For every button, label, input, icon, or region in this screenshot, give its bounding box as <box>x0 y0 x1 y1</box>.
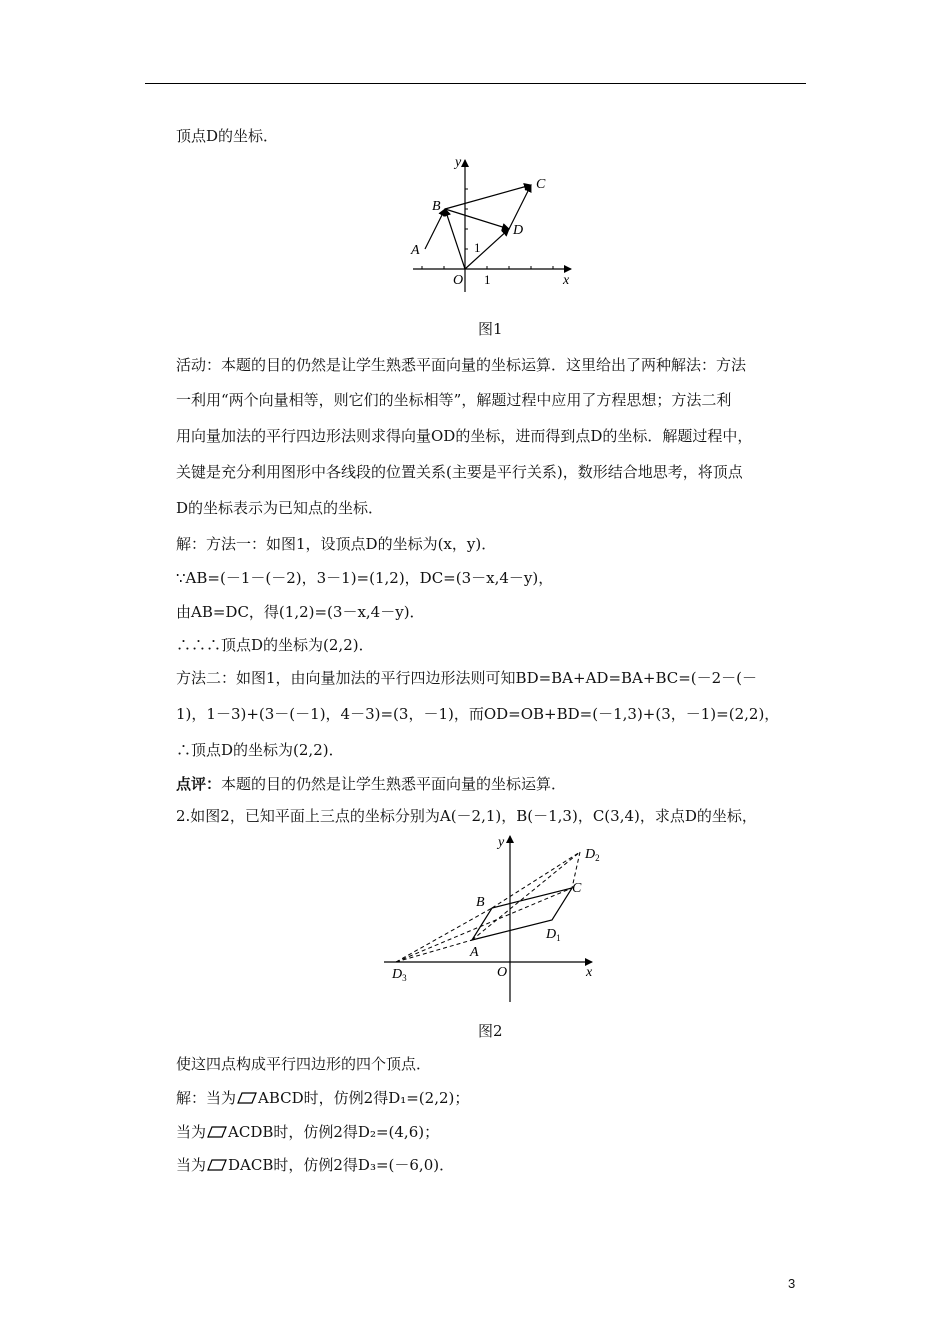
fig1-vec-BC <box>445 185 531 209</box>
fig1-label-x: x <box>563 273 570 288</box>
fig1-vec-OB <box>445 209 465 269</box>
fig2-label-D2: $D_2$ <box>585 847 600 863</box>
answer-line-1 <box>176 1088 469 1108</box>
figure-2 <box>380 832 610 1004</box>
question-2-line-2: 使这四点构成平行四边形的四个顶点． <box>176 1055 432 1073</box>
fig1-label-D: D <box>513 223 524 238</box>
answer-line-3 <box>176 1155 454 1175</box>
parallelogram-symbol-icon <box>237 1092 257 1104</box>
parallelogram-symbol-icon <box>207 1126 227 1138</box>
figure-2-caption: 图2 <box>478 1022 503 1040</box>
activity-line-3: 用向量加法的平行四边形法则求得向量OD的坐标，进而得到点D的坐标．解题过程中， <box>176 427 753 445</box>
answer-2-prefix: 当为 <box>176 1123 207 1141</box>
method2-line-2: 1)，1－3)+(3－(－1)，4－3)=(3，－1)，而OD=OB+BD=(－1,3)+(3，－1)=(2,2)， <box>176 705 780 723</box>
activity-line-4: 关键是充分利用图形中各线段的位置关系(主要是平行关系)，数形结合地思考，将顶点 <box>176 463 743 481</box>
fig1-tick-1x: 1 <box>484 272 491 287</box>
figure-1 <box>405 152 580 294</box>
method2-line-1: 方法二：如图1，由向量加法的平行四边形法则可知BD=BA+AD=BA+BC=(－2－(－ <box>176 669 758 687</box>
page-number: 3 <box>788 1276 796 1291</box>
parallelogram-symbol-icon <box>207 1159 227 1171</box>
header-rule <box>145 83 806 84</box>
fig1-tick-1y: 1 <box>474 240 481 255</box>
fig2-label-A: A <box>470 945 479 960</box>
activity-line-1: 活动：本题的目的仍然是让学生熟悉平面向量的坐标运算．这里给出了两种解法：方法 <box>176 356 747 374</box>
fig1-label-B: B <box>432 199 441 214</box>
method2-line-3: ∴顶点D的坐标为(2,2)． <box>176 741 344 759</box>
comment-text: 本题的目的仍然是让学生熟悉平面向量的坐标运算． <box>221 775 567 793</box>
comment-line <box>176 774 566 794</box>
fig1-label-A: A <box>411 243 420 258</box>
answer-line-2 <box>176 1122 439 1142</box>
fig1-label-C: C <box>536 177 546 192</box>
fig2-label-y: y <box>498 835 505 850</box>
fig1-vec-AB <box>425 209 445 249</box>
answer-2-text: ACDB时，仿例2得D₂=(4,6)； <box>228 1123 440 1141</box>
activity-line-5: D的坐标表示为已知点的坐标． <box>176 499 384 517</box>
solution-line-1: 解：方法一：如图1，设顶点D的坐标为(x，y)． <box>176 535 497 553</box>
intro-line: 顶点D的坐标． <box>176 127 279 145</box>
question-2-line: 2.如图2，已知平面上三点的坐标分别为A(－2,1)，B(－1,3)，C(3,4)，求点D的坐标， <box>176 807 757 825</box>
answer-1-text: ABCD时，仿例2得D₁=(2,2)； <box>258 1089 470 1107</box>
fig2-label-D3: $D_3$ <box>392 967 407 983</box>
answer-1-prefix: 解：当为 <box>176 1089 237 1107</box>
fig1-vec-OD <box>465 229 509 269</box>
comment-label: 点评： <box>176 775 222 793</box>
answer-3-prefix: 当为 <box>176 1156 207 1174</box>
fig2-dash-B-D2 <box>492 852 580 908</box>
fig2-label-x: x <box>586 965 593 980</box>
figure-1-caption: 图1 <box>478 320 503 338</box>
fig2-label-C: C <box>572 881 582 896</box>
fig2-dash-D3-A <box>396 940 472 962</box>
fig2-label-D1: $D_1$ <box>546 927 561 943</box>
solution-line-2: ∵AB=(－1－(－2)，3－1)=(1,2)，DC=(3－x,4－y)， <box>176 569 554 587</box>
fig1-vec-BD <box>445 209 509 229</box>
activity-line-2: 一利用“两个向量相等，则它们的坐标相等”，解题过程中应用了方程思想；方法二利 <box>176 391 732 409</box>
fig2-label-O: O <box>497 965 508 980</box>
fig1-label-O: O <box>453 273 464 288</box>
answer-3-text: DACB时，仿例2得D₃=(－6,0)． <box>228 1156 455 1174</box>
fig1-label-y: y <box>455 155 462 170</box>
solution-line-4: ∴∴∴顶点D的坐标为(2,2)． <box>176 636 374 654</box>
solution-line-3: 由AB=DC，得(1,2)=(3－x,4－y)． <box>176 603 425 621</box>
fig2-label-B: B <box>476 895 485 910</box>
